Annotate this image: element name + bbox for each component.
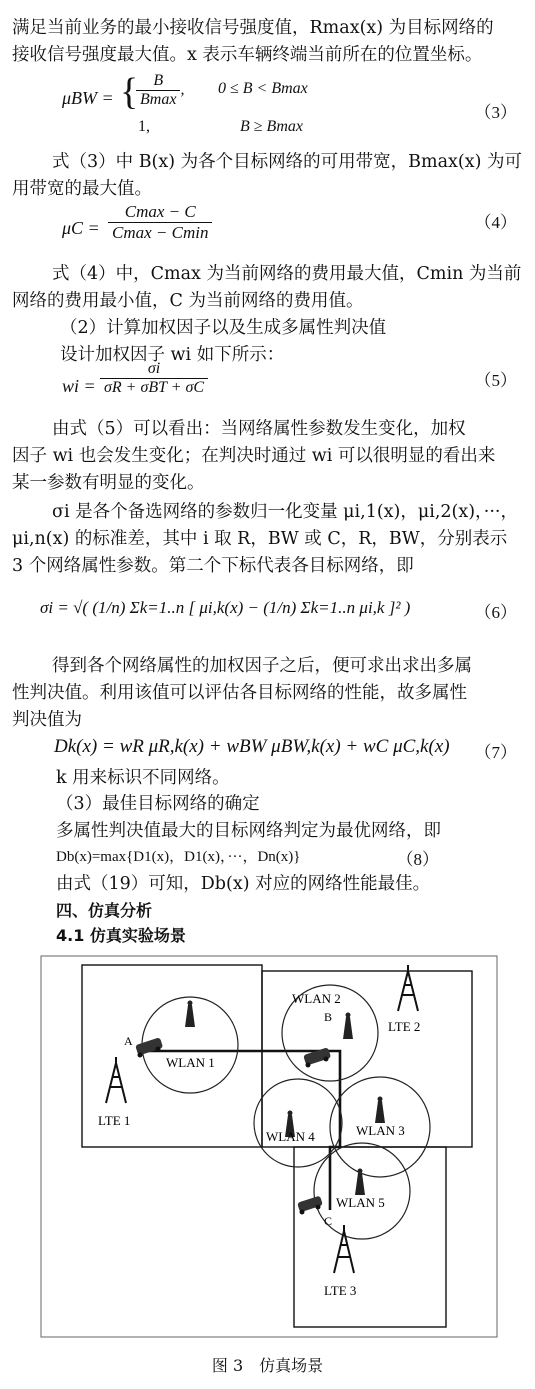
subsection-heading: 4.1 仿真实验场景 bbox=[56, 926, 186, 945]
lte2-label: LTE 2 bbox=[388, 1019, 421, 1034]
equation-number: （8） bbox=[396, 850, 439, 869]
equation-4-lhs: μC = bbox=[62, 218, 100, 238]
equation-number: （4） bbox=[474, 213, 517, 232]
point-b-label: B bbox=[324, 1010, 333, 1024]
equation-4-num: Cmax − C bbox=[108, 202, 212, 223]
text-line: 用带宽的最大值。 bbox=[12, 179, 152, 199]
text-line: 某一参数有明显的变化。 bbox=[12, 473, 205, 493]
text-line: 判决值为 bbox=[12, 710, 82, 730]
wlan2-label: WLAN 2 bbox=[292, 991, 341, 1006]
equation-3-case1-num: B bbox=[136, 72, 180, 91]
text-line: 性判决值。利用该值可以评估各目标网络的性能，故多属性 bbox=[12, 683, 467, 703]
wlan5-antenna-icon bbox=[355, 1169, 365, 1196]
equation-8: Db(x)=max{D1(x)，D1(x)，···，Dn(x)} bbox=[56, 849, 301, 865]
equation-4-fraction bbox=[108, 202, 212, 243]
text-line: 式（3）中 B(x) 为各个目标网络的可用带宽，Bmax(x) 为可 bbox=[52, 152, 522, 172]
equation-3-case1-cond: 0 ≤ B < Bmax bbox=[218, 80, 308, 97]
equation-7: Dk(x) = wR μR,k(x) + wBW μBW,k(x) + wC μC,k(x) bbox=[54, 736, 450, 757]
equation-3-lhs: μBW = bbox=[62, 88, 114, 108]
equation-6: σi = √( (1/n) Σk=1..n [ μi,k(x) − (1/n) Σk=1..n μi,k ]² ) bbox=[40, 598, 411, 617]
lte1-tower-icon bbox=[106, 1057, 126, 1103]
wlan5-label: WLAN 5 bbox=[336, 1195, 385, 1210]
equation-5-num: σi bbox=[100, 360, 208, 379]
wlan3-label: WLAN 3 bbox=[356, 1123, 405, 1138]
equation-number: （5） bbox=[474, 371, 517, 390]
lte3-label: LTE 3 bbox=[324, 1283, 357, 1298]
equation-number: （7） bbox=[474, 743, 517, 762]
point-a-label: A bbox=[124, 1034, 133, 1048]
equation-3-case1-fraction: $\frac{B}{Bmax}$ , bbox=[136, 72, 184, 109]
equation-3-case1-den: Bmax bbox=[140, 91, 177, 108]
text-line: 网络的费用最小值，C 为当前网络的费用值。 bbox=[12, 291, 364, 311]
equation-3-case2-cond: B ≥ Bmax bbox=[240, 118, 303, 135]
text-line: k 用来标识不同网络。 bbox=[56, 768, 230, 788]
text-line: σi 是各个备选网络的参数归一化变量 μi,1(x)，μi,2(x)，···， bbox=[52, 502, 518, 522]
wlan1-antenna-icon bbox=[185, 1001, 195, 1028]
equation-3-case2-val: 1, bbox=[138, 118, 150, 135]
text-line: （3）最佳目标网络的确定 bbox=[56, 794, 260, 814]
text-line: μi,n(x) 的标准差，其中 i 取 R，BW 或 C，R，BW，分别表示 bbox=[12, 529, 508, 549]
lte1-label: LTE 1 bbox=[98, 1113, 131, 1128]
text-line: 满足当前业务的最小接收信号强度值，Rmax(x) 为目标网络的 bbox=[12, 18, 494, 38]
wlan2-antenna-icon bbox=[343, 1013, 353, 1040]
text-line: 3 个网络属性参数。第二个下标代表各目标网络，即 bbox=[12, 556, 414, 576]
text-line: 由式（5）可以看出：当网络属性参数发生变化，加权 bbox=[52, 419, 466, 439]
wlan1-label: WLAN 1 bbox=[166, 1055, 215, 1070]
equation-5-den: σR + σBT + σC bbox=[104, 379, 205, 396]
text-line: 设计加权因子 wi 如下所示： bbox=[60, 345, 285, 365]
wlan4-coverage bbox=[254, 1079, 342, 1167]
equation-5-lhs: wi = bbox=[62, 376, 96, 396]
equation-number: （3） bbox=[474, 103, 517, 122]
text-line: 得到各个网络属性的加权因子之后，便可求出求出多属 bbox=[52, 656, 472, 676]
figure-caption: 图 3 仿真场景 bbox=[211, 1356, 324, 1375]
text-line: 接收信号强度最大值。x 表示车辆终端当前所在的位置坐标。 bbox=[12, 45, 483, 65]
simulation-scene-figure bbox=[40, 955, 498, 1338]
equation-4-den: Cmax − Cmin bbox=[112, 223, 209, 242]
equation-5-fraction bbox=[100, 360, 208, 397]
wlan3-antenna-icon bbox=[375, 1097, 385, 1124]
equation-number: （6） bbox=[474, 603, 517, 622]
text-line: 因子 wi 也会发生变化；在判决时通过 wi 可以很明显的看出来 bbox=[12, 446, 496, 466]
text-line: （2）计算加权因子以及生成多属性判决值 bbox=[60, 318, 387, 338]
text-line: 由式（19）可知，Db(x) 对应的网络性能最佳。 bbox=[56, 874, 431, 894]
vehicle-a-icon bbox=[135, 1037, 163, 1057]
section-heading: 四、仿真分析 bbox=[56, 901, 153, 920]
text-line: 多属性判决值最大的目标网络判定为最优网络，即 bbox=[56, 821, 441, 841]
equation-3-brace: { bbox=[120, 71, 139, 113]
text-line: 式（4）中，Cmax 为当前网络的费用最大值，Cmin 为当前 bbox=[52, 264, 522, 284]
wlan4-label: WLAN 4 bbox=[266, 1129, 315, 1144]
lte2-tower-icon bbox=[398, 965, 418, 1011]
point-c-label: C bbox=[324, 1214, 333, 1228]
